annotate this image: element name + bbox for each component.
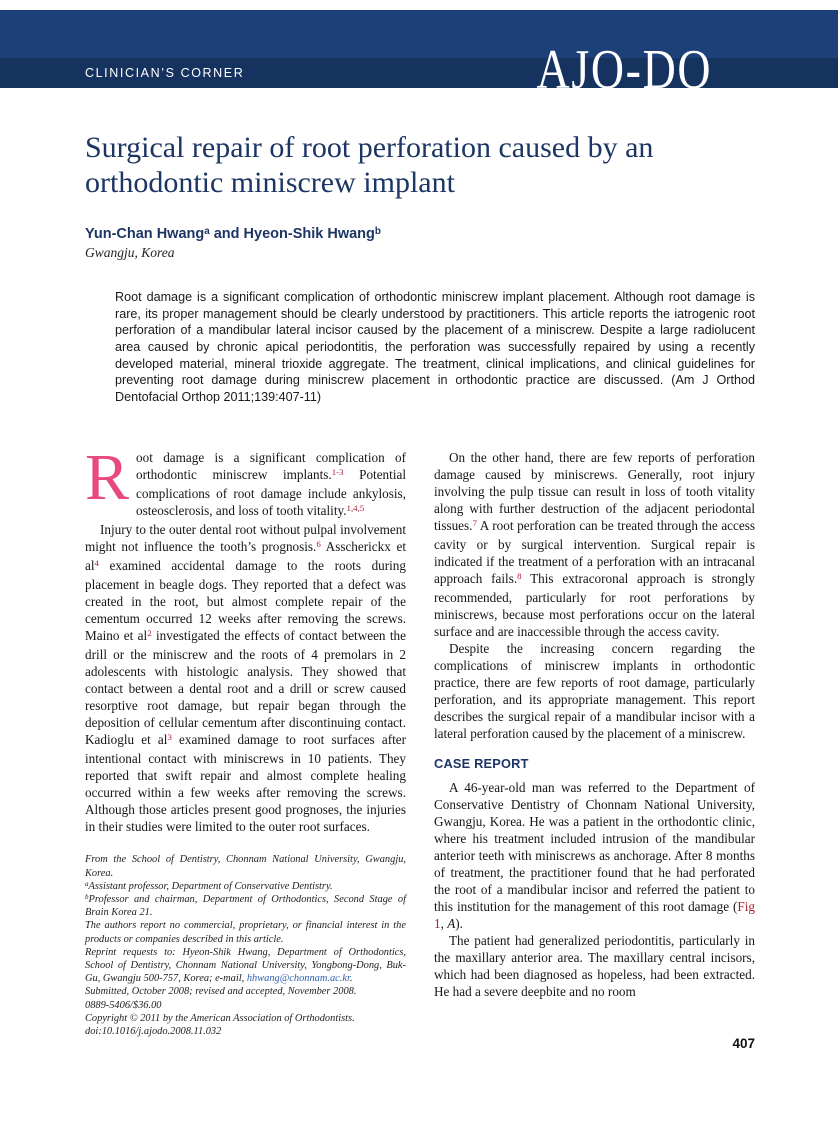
footnote-line: [85, 946, 406, 986]
text-run: Assistant professor, Department of Conservative Dentistry.: [88, 880, 333, 892]
body-paragraph: [85, 521, 406, 835]
text-run: examined damage to root surfaces after intentional contact with miniscrews in 10 patients. They reported that swift repair and almost complete healing occurred within a few weeks after removing the screws. Although those articles present good prognoses, the injuries in their studies were limited to the outer root surfaces.: [85, 732, 406, 835]
footnote-line: [85, 919, 406, 945]
clinicians-corner-label: CLINICIAN’S CORNER: [85, 66, 245, 80]
text-run: Despite the increasing concern regarding the complications of miniscrew implants in orthodontic practice, there are few reports of root damage, particularly perforation, and its appropriate management. This report describes the surgical repair of a mandibular incisor with a lateral perforation caused by the placement of a miniscrew.: [434, 641, 755, 742]
article-title: [85, 130, 755, 200]
journal-logo: AJO-DO: [536, 39, 712, 101]
text-run: .: [349, 973, 353, 985]
text-run: Copyright © 2011 by the American Association of Orthodontists.: [85, 1012, 355, 1024]
right-column: [434, 449, 755, 1038]
author-superscript: a: [204, 226, 210, 238]
footnote-line: [85, 1012, 406, 1025]
left-column: [85, 441, 407, 1038]
author-superscript: b: [374, 226, 381, 238]
text-run: On the other hand, there are few reports of perforation damage caused by miniscrews. Generally, root injury involving the pulp tissue can result in loss of tooth vitality along with further destruction of the adjacent periodontal tissues.: [434, 450, 755, 534]
page-number: 407: [732, 1036, 755, 1051]
text-run: The patient had generalized periodontitis, particularly in the maxillary anterior area. The maxillary central incisors, which had been diagnosed as hopeless, had been extracted. He had a severe deepbite and no room: [434, 933, 755, 1000]
footnote-line: [85, 880, 406, 893]
section-heading-case-report: CASE REPORT: [434, 756, 529, 772]
figure-reference-link[interactable]: Fig 1: [434, 899, 755, 932]
citation-superscript[interactable]: 4: [94, 558, 99, 569]
left-paragraphs: [85, 521, 406, 835]
email-link[interactable]: hhwang@chonnam.ac.kr: [246, 973, 350, 985]
text-run: ,: [440, 916, 448, 932]
body-paragraph: [434, 449, 755, 640]
text-run: This extracoronal approach is strongly recommended, particularly for root perforations by miniscrews, because most perforations occur on the lateral surface and are inaccessible through the access cavity.: [434, 571, 755, 640]
abstract: Root damage is a significant complication of orthodontic miniscrew implant placement. Although root damage is rare, its proper management should be clearly understood by practitioners. This article reports the iatrogenic root perforation of a mandibular lateral incisor caused by the placement of a miniscrew. Despite a large radiolucent area caused by chronic apical periodontitis, the perforation was successfully repaired by using a recently developed material, mineral trioxide aggregate. The treatment, clinical implications, and clinical guidelines for preventing root damage during miniscrew placement in orthodontic practice are discussed. (Am J Orthod Dentofacial Orthop 2011;139:407-11): [115, 290, 755, 404]
body-paragraph: [434, 932, 755, 1000]
text-run: Yun-Chan Hwang: [85, 226, 205, 243]
text-run: A root perforation can be treated through the access cavity or by surgical intervention. Surgical repair is indicated if the treatment of a perforation with an intracanal approach fails.: [434, 518, 755, 587]
journal-header: [0, 10, 838, 101]
author-location: Gwangju, Korea: [85, 245, 175, 261]
text-run: Professor and chairman, Department of Orthodontics, Second Stage of Brain Korea 21.: [85, 894, 406, 919]
text-run: 0889-5406/$36.00: [85, 999, 162, 1011]
text-run: investigated the effects of contact between the drill or the miniscrew and the roots of 4 premolars in 2 adolescents with histologic analysis. They showed that contact between a dental root and a drill or screw caused resorptive root damage, but repair began through the deposition of cellular cementum after discontinuing contact. Kadioglu et al: [85, 628, 407, 748]
paragraph-text: [136, 450, 406, 518]
right-paragraphs-bottom: [434, 779, 755, 1000]
text-run: Potential complications of root damage include ankylosis, osteosclerosis, and loss of tooth vitality.: [136, 467, 406, 519]
citation-superscript[interactable]: 6: [316, 539, 321, 550]
body-paragraph: [85, 441, 406, 521]
article-content: [0, 88, 838, 1038]
body-paragraph: [434, 779, 755, 932]
text-run: doi:10.1016/j.ajodo.2008.11.032: [85, 1026, 222, 1038]
footnote-line: [85, 893, 406, 919]
text-run: Submitted, October 2008; revised and accepted, November 2008.: [85, 986, 357, 998]
citation-superscript[interactable]: 1,4,5: [346, 503, 365, 514]
text-run: oot damage is a significant complication of orthodontic miniscrew implants.: [136, 450, 406, 483]
text-run: From the School of Dentistry, Chonnam National University, Gwangju, Korea.: [85, 854, 406, 879]
right-paragraphs-top: [434, 449, 755, 742]
body-paragraph: [434, 640, 755, 742]
footnote-line: [85, 985, 406, 998]
italic-text: A: [447, 916, 456, 932]
author-line: [85, 226, 755, 242]
footnote-line: [85, 1025, 406, 1038]
header-band: [0, 58, 838, 88]
title-line-2: orthodontic miniscrew implant: [85, 166, 455, 200]
citation-superscript[interactable]: 3: [167, 732, 172, 743]
footnote-superscript: b: [85, 893, 89, 902]
text-run: A 46-year-old man was referred to the Department of Conservative Dentistry of Chonnam National University, Gwangju, Korea. He was a patient in the orthodontic clinic, where his treatment included intrusion of the mandibular anterior teeth with miniscrews as anchorage. After 8 months of treatment, the practitioner found that he had perforated the root of a mandibular incisor and referred the patient to this institution for the management of this root damage (: [434, 780, 755, 915]
text-run: and Hyeon-Shik Hwang: [209, 226, 375, 243]
citation-superscript[interactable]: 7: [472, 518, 477, 529]
text-run: Asscherickx et al: [85, 539, 406, 574]
text-run: ).: [455, 916, 463, 932]
body-columns: [85, 441, 755, 1038]
citation-superscript[interactable]: 1-3: [331, 467, 344, 478]
footnote-line: [85, 853, 406, 879]
footnote-block: [85, 853, 406, 1038]
citation-superscript[interactable]: 2: [147, 628, 152, 639]
footnote-superscript: a: [85, 879, 89, 888]
title-line-1: Surgical repair of root perforation caused by an: [85, 131, 654, 164]
text-run: Injury to the outer dental root without pulpal involvement might not influence the tooth’s prognosis.: [85, 522, 406, 555]
text-run: The authors report no commercial, proprietary, or financial interest in the products or companies described in this article.: [85, 920, 406, 945]
drop-cap: R: [85, 441, 130, 515]
citation-superscript[interactable]: 8: [517, 571, 522, 582]
footnote-line: [85, 999, 406, 1012]
text-run: examined accidental damage to the roots during placement in beagle dogs. They reported that a defect was created in the root, but almost complete repair of the cementum occurred 12 weeks after removing the screws. Maino et al: [85, 558, 406, 644]
text-run: Reprint requests to: Hyeon-Shik Hwang, Department of Orthodontics, School of Dentistry, Chonnam National University, Yongbong-Dong, Buk-Gu, Gwangju 500-757, Korea; e-mail,: [85, 946, 406, 985]
